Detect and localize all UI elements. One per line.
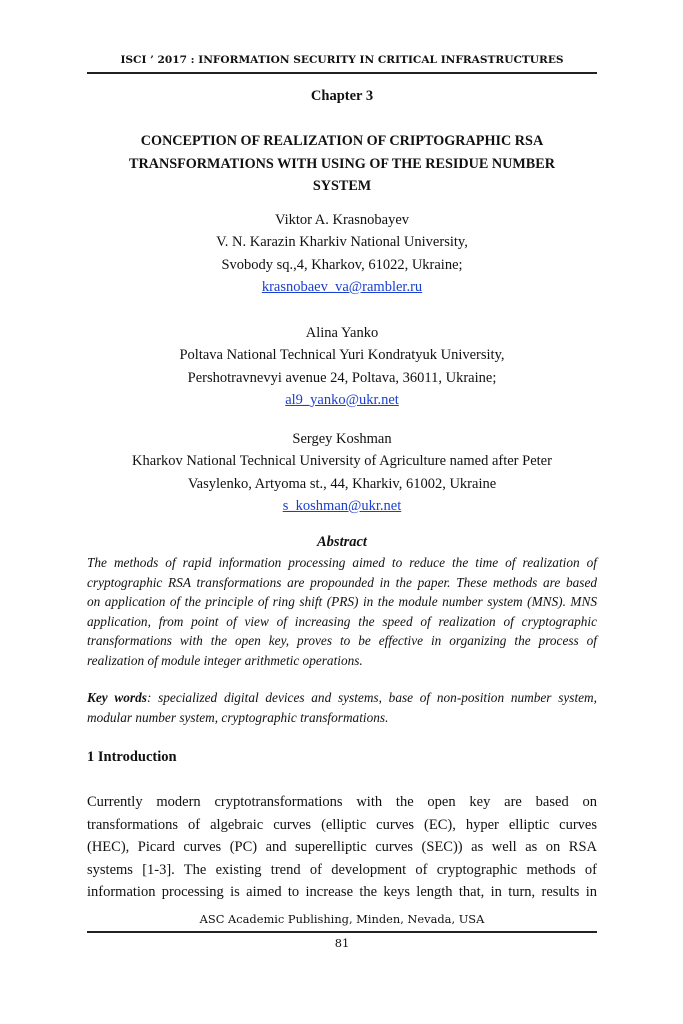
page-number: 81 bbox=[334, 936, 350, 950]
header-rule bbox=[87, 72, 597, 74]
body-line: transformations of algebraic curves (elliptic curves (EC), hyper elliptic curves bbox=[87, 816, 597, 833]
body-line: information processing is aimed to increase the keys length that, in turn, results in bbox=[87, 884, 597, 900]
author-affiliation: Poltava National Technical Yuri Kondratyuk University, bbox=[179, 347, 505, 364]
author-address: Svobody sq.,4, Kharkov, 61022, Ukraine; bbox=[221, 256, 463, 273]
abstract-line: cryptographic RSA transformations are propounded in the paper. These methods are based bbox=[87, 574, 597, 590]
keywords bbox=[87, 688, 597, 727]
section-body bbox=[87, 791, 597, 904]
author-email-link[interactable]: al9_yanko@ukr.net bbox=[285, 391, 399, 408]
title-line: SYSTEM bbox=[312, 178, 372, 194]
title-line: CONCEPTION OF REALIZATION OF CRIPTOGRAPHIC RSA bbox=[140, 133, 544, 149]
author-email-link[interactable]: s_koshman@ukr.net bbox=[282, 497, 402, 514]
page bbox=[87, 0, 597, 1024]
author-name: Viktor A. Krasnobayev bbox=[274, 212, 410, 228]
body-line: systems [1-3]. The existing trend of development of cryptographic methods of bbox=[87, 861, 597, 878]
author-affiliation: Kharkov National Technical University of Agriculture named after Peter bbox=[132, 453, 552, 470]
abstract-line: The methods of rapid information processing aimed to reduce the time of realization of bbox=[87, 555, 597, 570]
keywords-label: Key words bbox=[87, 690, 147, 705]
abstract-line: transformations with the open key, proves to be effective in organizing the process of bbox=[87, 633, 597, 649]
author-name: Sergey Koshman bbox=[292, 431, 392, 447]
abstract-line: on application of the principle of ring shift (PRS) in the module number system (MNS). MNS bbox=[87, 594, 597, 610]
keywords-text: : specialized digital devices and systems, base of non-position number system, bbox=[146, 690, 597, 705]
author-block bbox=[87, 209, 597, 298]
author-affiliation: V. N. Karazin Kharkiv National University, bbox=[216, 234, 468, 251]
body-line: Currently modern cryptotransformations with the open key are based on bbox=[87, 794, 597, 810]
author-block bbox=[87, 322, 597, 411]
title-line: TRANSFORMATIONS WITH USING OF THE RESIDUE NUMBER bbox=[129, 155, 555, 172]
abstract-body bbox=[87, 553, 597, 671]
chapter-label: Chapter 3 bbox=[310, 88, 374, 104]
author-address: Pershotravnevyi avenue 24, Poltava, 36011, Ukraine; bbox=[187, 369, 497, 386]
body-line: (HEC), Picard curves (PC) and superelliptic curves (SEC)) as well as on RSA bbox=[87, 839, 597, 855]
author-address: Vasylenko, Artyoma st., 44, Kharkiv, 61002, Ukraine bbox=[187, 475, 497, 492]
keywords-line: modular number system, cryptographic transformations. bbox=[87, 709, 389, 725]
author-email-link[interactable]: krasnobaev_va@rambler.ru bbox=[261, 278, 423, 295]
footer-rule bbox=[87, 931, 597, 933]
author-name: Alina Yanko bbox=[305, 325, 379, 341]
abstract-line: application, from point of view of increasing the speed of realization of cryptographic bbox=[87, 613, 597, 629]
keywords-line bbox=[87, 688, 597, 708]
section-heading: 1 Introduction bbox=[87, 749, 177, 765]
running-header: ISCI ’ 2017 : INFORMATION SECURITY IN CRITICAL INFRASTRUCTURES bbox=[120, 54, 564, 66]
abstract-heading: Abstract bbox=[317, 534, 367, 550]
paper-title bbox=[87, 130, 597, 198]
abstract-line: realization of module integer arithmetic operations. bbox=[87, 652, 363, 668]
author-block bbox=[87, 428, 597, 517]
footer-publisher: ASC Academic Publishing, Minden, Nevada, USA bbox=[199, 912, 485, 926]
